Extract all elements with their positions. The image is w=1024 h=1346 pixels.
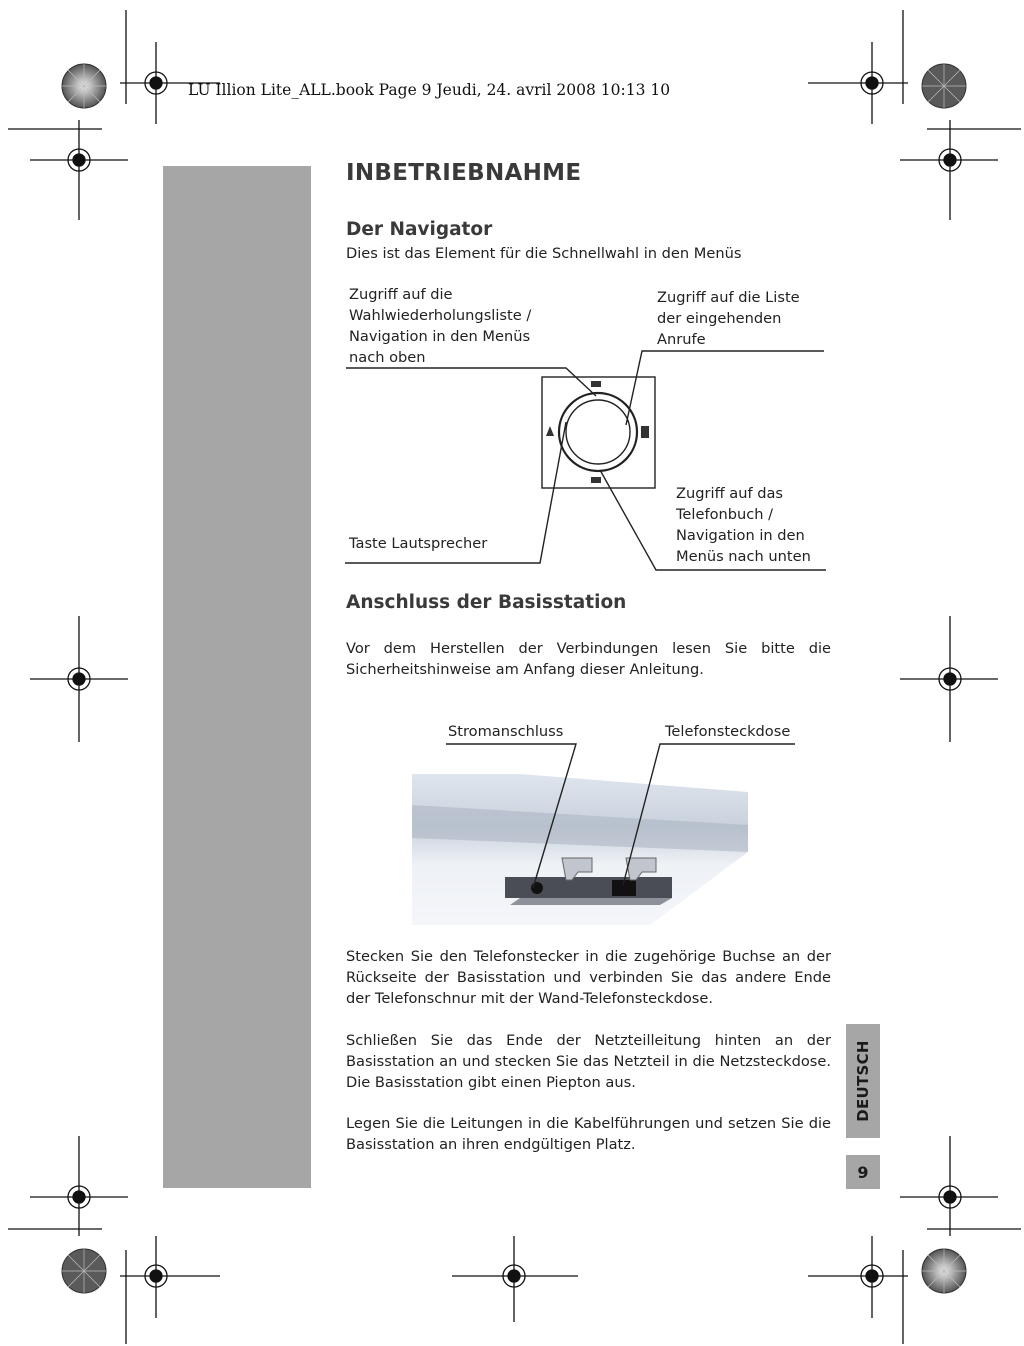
connector-recess — [505, 877, 672, 898]
label-power-connection: Stromanschluss — [448, 723, 564, 740]
phone-plug-paragraph: Stecken Sie den Telefonstecker in die zugehörige Buchse an der Rückseite der Basisstation und verbinden Sie das andere Ende der Telefonschnur mit der Wand-Telefonsteckdose. — [346, 948, 831, 1007]
cable-guides-paragraph: Legen Sie die Leitungen in die Kabelführungen und setzen Sie die Basisstation an ihren endgültigen Platz. — [346, 1115, 831, 1153]
label-phone-socket: Telefonsteckdose — [665, 723, 791, 740]
navigator-intro: Dies ist das Element für die Schnellwahl in den Menüs — [346, 245, 742, 262]
label-speaker-key: Taste Lautsprecher — [349, 535, 488, 552]
page-title: INBETRIEBNAHME — [346, 160, 582, 186]
base-station-heading: Anschluss der Basisstation — [346, 592, 627, 613]
power-socket — [531, 882, 543, 894]
navigator-ring-inner — [566, 400, 630, 464]
speaker-icon — [546, 426, 554, 436]
language-tab — [846, 1024, 880, 1138]
navigator-heading: Der Navigator — [346, 219, 493, 240]
incoming-calls-icon — [641, 426, 649, 438]
navigator-ring-outer — [559, 393, 637, 471]
label-incoming-calls: Zugriff auf die Liste der eingehenden Anrufe — [657, 289, 800, 348]
print-header-line: LU Illion Lite_ALL.book Page 9 Jeudi, 24. avril 2008 10:13 10 — [188, 81, 671, 99]
phonebook-icon — [591, 477, 601, 483]
label-phonebook: Zugriff auf das Telefonbuch / Navigation in den Menüs nach unten — [676, 485, 811, 565]
language-label: DEUTSCH — [854, 1040, 873, 1122]
redial-icon — [591, 381, 601, 387]
power-adapter-paragraph: Schließen Sie das Ende der Netzteilleitung hinten an der Basisstation an und stecken Sie das Netzteil in die Netzsteckdose. Die Basisstation gibt einen Piepton aus. — [346, 1032, 831, 1091]
page-number: 9 — [846, 1155, 880, 1189]
label-redial-list: Zugriff auf die Wahlwiederholungsliste / Navigation in den Menüs nach oben — [349, 286, 532, 366]
safety-paragraph: Vor dem Herstellen der Verbindungen lesen Sie bitte die Sicherheitshinweise am Anfang dieser Anleitung. — [346, 640, 831, 678]
base-station-illustration — [412, 774, 748, 925]
